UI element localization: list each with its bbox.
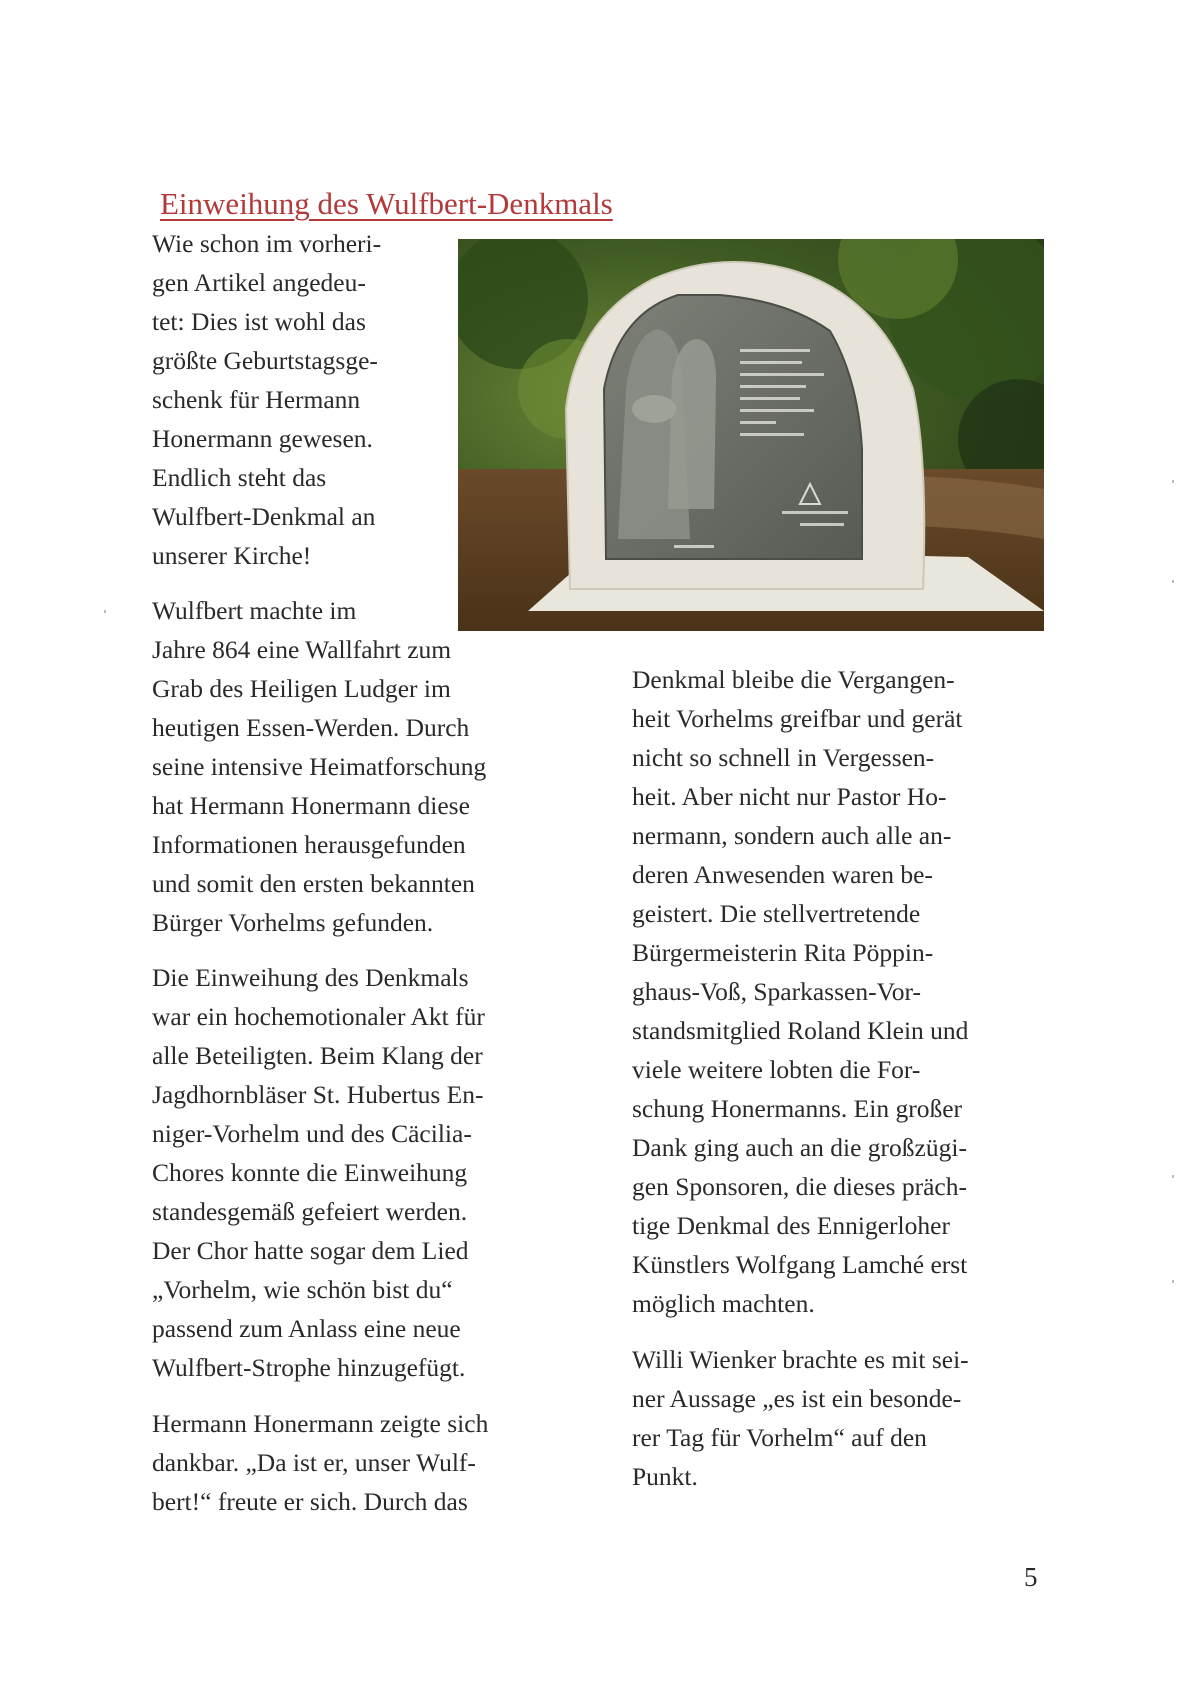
text-line: bert!“ freute er sich. Durch das — [152, 1487, 468, 1516]
text-line: Die Einweihung des Denkmals — [152, 963, 469, 992]
article-paragraph-2 — [152, 591, 562, 942]
article-title: Einweihung des Wulfbert-Denkmals — [160, 186, 613, 221]
text-line: alle Beteiligten. Beim Klang der — [152, 1041, 483, 1070]
scan-speck — [1172, 1175, 1174, 1178]
text-line: Chores konnte die Einweihung — [152, 1158, 468, 1187]
monument-photo — [458, 239, 1044, 631]
text-line: dankbar. „Da ist er, unser Wulf- — [152, 1448, 476, 1477]
text-line: war ein hochemotionaler Akt für — [152, 1002, 485, 1031]
text-line: schung Honermanns. Ein großer — [632, 1094, 963, 1123]
text-line: gen Sponsoren, die dieses präch- — [632, 1172, 967, 1201]
scan-speck — [1172, 580, 1174, 583]
scan-speck — [1172, 480, 1174, 483]
text-line: möglich machten. — [632, 1289, 815, 1318]
article-paragraph-4 — [152, 1404, 562, 1521]
text-line: ghaus-Voß, Sparkassen-Vor- — [632, 977, 921, 1006]
text-line: nermann, sondern auch alle an- — [632, 821, 952, 850]
page-number: 5 — [1024, 1562, 1038, 1592]
text-line: Bürger Vorhelms gefunden. — [152, 908, 434, 937]
text-line: ner Aussage „es ist ein besonde- — [632, 1384, 962, 1413]
text-line: „Vorhelm, wie schön bist du“ — [152, 1275, 453, 1304]
text-line: tet: Dies ist wohl das — [152, 307, 366, 336]
text-line: Jahre 864 eine Wallfahrt zum — [152, 635, 452, 664]
text-line: gen Artikel angedeu- — [152, 268, 366, 297]
text-line: Willi Wienker brachte es mit sei- — [632, 1345, 969, 1374]
text-line: unserer Kirche! — [152, 541, 312, 570]
text-line: Bürgermeisterin Rita Pöppin- — [632, 938, 934, 967]
text-line: Der Chor hatte sogar dem Lied — [152, 1236, 469, 1265]
text-line: Wie schon im vorheri- — [152, 229, 382, 258]
text-line: Hermann Honermann zeigte sich — [152, 1409, 489, 1438]
text-line: deren Anwesenden waren be- — [632, 860, 933, 889]
text-line: heit. Aber nicht nur Pastor Ho- — [632, 782, 947, 811]
text-line: Grab des Heiligen Ludger im — [152, 674, 451, 703]
text-line: schenk für Hermann — [152, 385, 361, 414]
text-line: Denkmal bleibe die Vergangen- — [632, 665, 955, 694]
text-line: Jagdhornbläser St. Hubertus En- — [152, 1080, 484, 1109]
scan-speck — [1172, 1280, 1174, 1283]
text-line: heutigen Essen-Werden. Durch — [152, 713, 470, 742]
text-line: niger-Vorhelm und des Cäcilia- — [152, 1119, 472, 1148]
text-line: geistert. Die stellvertretende — [632, 899, 921, 928]
text-line: Endlich steht das — [152, 463, 327, 492]
scan-speck — [104, 610, 106, 613]
text-line: hat Hermann Honermann diese — [152, 791, 470, 820]
article-paragraph-1 — [152, 224, 441, 575]
text-line: heit Vorhelms greifbar und gerät — [632, 704, 963, 733]
article-paragraph-3 — [152, 958, 562, 1387]
text-line: Wulfbert-Strophe hinzugefügt. — [152, 1353, 466, 1382]
text-line: Künstlers Wolfgang Lamché erst — [632, 1250, 968, 1279]
text-line: seine intensive Heimatforschung — [152, 752, 487, 781]
article-paragraph-6 — [632, 1340, 1044, 1496]
text-line: viele weitere lobten die For- — [632, 1055, 921, 1084]
text-line: rer Tag für Vorhelm“ auf den — [632, 1423, 927, 1452]
text-line: größte Geburtstagsge- — [152, 346, 378, 375]
text-line: Honermann gewesen. — [152, 424, 373, 453]
text-line: Dank ging auch an die großzügi- — [632, 1133, 967, 1162]
article-paragraph-5 — [632, 660, 1044, 1323]
text-line: Wulfbert-Denkmal an — [152, 502, 376, 531]
text-line: standsmitglied Roland Klein und — [632, 1016, 969, 1045]
text-line: standesgemäß gefeiert werden. — [152, 1197, 468, 1226]
text-line: passend zum Anlass eine neue — [152, 1314, 461, 1343]
text-line: Informationen herausgefunden — [152, 830, 466, 859]
text-line: und somit den ersten bekannten — [152, 869, 475, 898]
text-line: Punkt. — [632, 1462, 698, 1491]
text-line: tige Denkmal des Ennigerloher — [632, 1211, 950, 1240]
text-line: nicht so schnell in Vergessen- — [632, 743, 935, 772]
text-line: Wulfbert machte im — [152, 596, 357, 625]
